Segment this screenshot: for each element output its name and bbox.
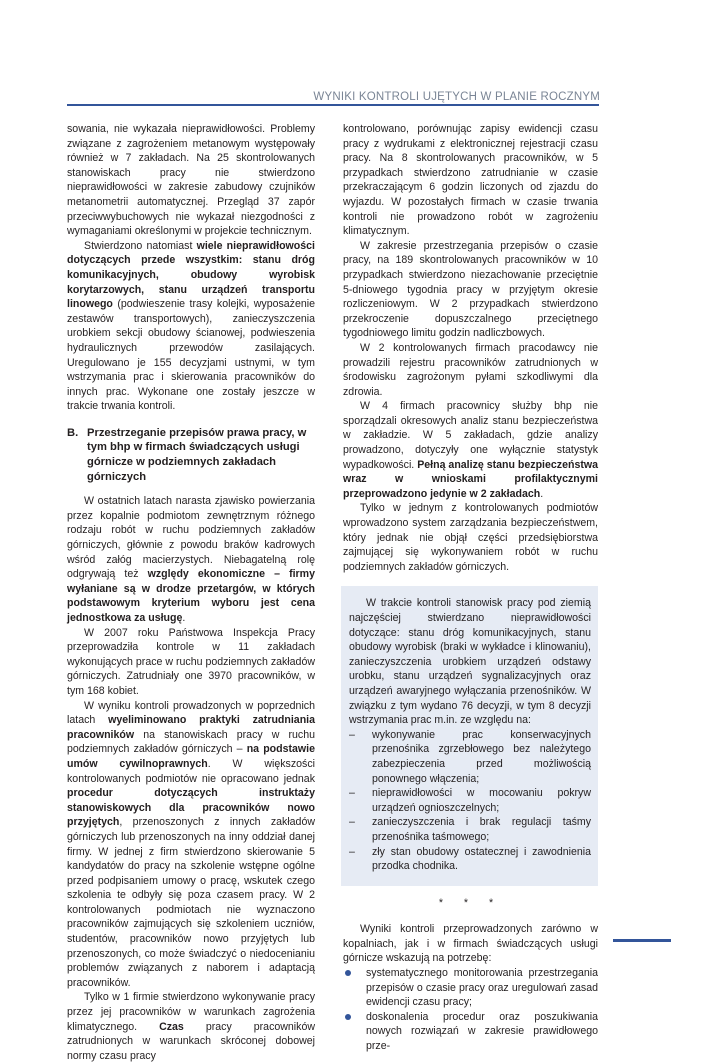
paragraph: W 2007 roku Państwowa Inspekcja Pracy przeprowadziła kontrole w 11 zakładach wykonujących prace w ruchu podziemnych zakładów górniczych. Zatrudniały one 3970 pracowników, w tym 168 kobiet. xyxy=(67,626,315,697)
text: W 4 firmach pracownicy służby bhp nie sporządzali okresowych analiz stanu bezpieczeństwa w zakładzie. W 5 zakładach, gdzie analizy prowadzono, dotyczyły one wyłącznie statystyk wypadkowości. xyxy=(343,400,598,471)
paragraph xyxy=(67,239,315,414)
section-heading xyxy=(67,426,315,484)
text: na stanowiskach pracy w ruchu podziemnych zakładów górniczych – xyxy=(67,728,315,756)
text: . xyxy=(182,612,186,624)
text: . xyxy=(540,487,544,500)
list-item: – nieprawidłowości w mocowaniu pokryw urządzeń ognioszczelnych; xyxy=(349,786,591,815)
paragraph: W 2 kontrolowanych firmach pracodawcy nie prowadzili rejestru pracowników zatrudnionych w środowisku zagrożonym pyłami szkodliwymi dla zdrowia. xyxy=(343,341,598,398)
paragraph xyxy=(67,699,315,991)
running-header: WYNIKI KONTROLI UJĘTYCH W PLANIE ROCZNYM xyxy=(313,91,600,103)
text: pracy pracowników zatrudnionych w warunkach skróconej dobowej normy czasu pracy xyxy=(67,1020,316,1062)
emphasis: wiele nieprawidłowości dotyczących przede wszystkim: stanu dróg komunikacyjnych, obudowy wyrobisk korytarzowych, stanu urządzeń transportu linowego xyxy=(67,239,315,311)
header-rule xyxy=(67,104,599,106)
emphasis: procedur dotyczących instruktaży stanowiskowych dla pracowników nowo przyjętych xyxy=(67,787,315,829)
section-separator: * * * xyxy=(438,896,503,909)
text: (podwieszenie trasy kolejki, wyposażenie zestawów transportowych), zanieczyszczenia urobkiem sekcji obudowy ścianowej, podwieszenia hydraulicznych przewodów zasilających. Uregulowano je 155 decyzjami ustnymi, w tym wstrzymania prac i skierowania pracowników do innych prac. Wykonane one zostały jeszcze w trakcie trwania kontroli. xyxy=(67,298,315,413)
footer-rule xyxy=(613,939,671,942)
right-column xyxy=(343,122,598,1054)
emphasis: wyeliminowano praktyki zatrudniania pracowników xyxy=(67,714,315,741)
list-item: – zły stan obudowy ostatecznej i zawodnienia przodka chodnika. xyxy=(349,845,591,874)
list-item: – zanieczyszczenia i brak regulacji taśmy przenośnika taśmowego; xyxy=(349,815,591,844)
section-title: Przestrzeganie przepisów prawa pracy, w tym bhp w firmach świadczących usługi górnicze w podziemnych zakładach górniczych xyxy=(87,426,307,483)
list-item: – wykonywanie prac konserwacyjnych przenośnika zgrzebłowego bez należytego zabezpieczenia przed możliwością ponownego włączenia; xyxy=(349,728,591,786)
bullet-list xyxy=(343,966,598,1054)
paragraph: Tylko w jednym z kontrolowanych podmiotów wprowadzono system zarządzania bezpieczeństwem, który jednak nie objął części przedsiębiorstwa zajmującej się wykonywaniem robót w ruchu podziemnych zakładów górniczych. xyxy=(343,502,598,573)
section-letter: B. xyxy=(67,426,79,439)
paragraph: kontrolowano, porównując zapisy ewidencji czasu pracy z wydrukami z elektronicznej rejestracji czasu pracy. Na 8 skontrolowanych pracowników, w 5 przypadkach stwierdzono zatrudnianie w czasie przekraczającym 6 godzin liczonych od zjazdu do wyjazdu. W pozostałych firmach w czasie trwania kontroli nie prowadzono robót w zagrożeniu klimatycznym. xyxy=(343,123,598,238)
text: Stwierdzono natomiast xyxy=(84,239,197,252)
emphasis: względy ekonomiczne – firmy wyłaniane są w drodze przetargów, w których podstawowym kryterium wyboru jest cena jednostkowa za usługę xyxy=(67,568,315,624)
paragraph xyxy=(343,399,598,501)
left-column xyxy=(67,122,315,1063)
text: Tylko w 1 firmie stwierdzono wykonywanie pracy przez jej pracowników w warunkach zagrożenia klimatycznego. xyxy=(67,991,315,1033)
emphasis: na podstawie umów cywilnoprawnych xyxy=(67,743,315,770)
paragraph xyxy=(67,494,315,625)
paragraph: sowania, nie wykazała nieprawidłowości. Problemy związane z zagrożeniem metanowym występowały również w 7 zakładach. Na 25 skontrolowanych stanowiskach pracy nie stwierdzono nieprawidłowości w zakresie zabudowy czujników metanometrii automatycznej. Przegląd 37 zapór przeciwwybuchowych nie wykazał niezgodności z wymaganiami określonymi w projekcie technicznym. xyxy=(67,123,315,238)
list-item: systematycznego monitorowania przestrzegania przepisów o czasie pracy oraz uregulowań zasad ewidencji czasu pracy; xyxy=(343,966,598,1010)
text: . W większości kontrolowanych podmiotów nie opracowano jednak xyxy=(67,757,315,785)
list-item: doskonalenia procedur oraz poszukiwania nowych rozwiązań w zakresie prawidłowego prze- xyxy=(343,1010,598,1054)
paragraph xyxy=(67,990,315,1063)
emphasis: Pełną analizę stanu bezpieczeństwa wraz w wnioskami profilaktycznymi przeprowadzono jedynie w 2 zakładach xyxy=(343,458,598,500)
emphasis: Czas xyxy=(159,1020,184,1033)
text: W wyniku kontroli prowadzonych w poprzednich latach xyxy=(67,699,315,727)
dash-list xyxy=(349,728,591,874)
text: , przenoszonych z innych zakładów górniczych lub przenoszonych na inny oddział danej firmy. W jednej z firm stwierdzono skierowanie 5 kandydatów do pracy na szkolenie wstępne ogólne przed podpisaniem umowy o pracę, wskutek czego szkolenia te odbyły się poza czasem pracy. W 2 kontrolowanych podmiotach nie wyznaczono pracowników zajmujących się szkoleniem uczniów, studentów, pracowników nowo przyjętych lub przenoszonych, co może świadczyć o niedocenianiu problemów związanych z naborem i adaptacją pracowników. xyxy=(67,816,315,989)
box-intro: W trakcie kontroli stanowisk pracy pod ziemią najczęściej stwierdzano nieprawidłowości dotyczące: stanu dróg komunikacyjnych, stanu obudowy wyrobisk (braki w wykładce i klinowaniu), zanieczyszczenia urobkiem urządzeń odstawy urobku, stanu urządzeń sygnalizacyjnych oraz urządzeń awaryjnego wyłączania przenośników. W związku z tym wydano 76 decyzji, w tym 8 decyzji wstrzymania prac m.in. ze względu na: xyxy=(349,597,591,727)
highlight-box xyxy=(341,586,598,885)
paragraph: Wyniki kontroli przeprowadzonych zarówno w kopalniach, jak i w firmach świadczących usługi górnicze wskazują na potrzebę: xyxy=(343,923,598,965)
text: W ostatnich latach narasta zjawisko powierzania przez kopalnie podmiotom zewnętrznym różnego rodzaju robót w ruchu podziemnych zakładów górniczych, głównie z powodu braków kadrowych wśród załóg macierzystych. Niebagatelną rolę odgrywają też xyxy=(67,495,315,581)
paragraph: W zakresie przestrzegania przepisów o czasie pracy, na 189 skontrolowanych pracowników w 10 przypadkach stwierdzono niezachowanie przeciętnie 5-dniowego tygodnia pracy w przyjętym okresie rozliczeniowym. W 2 przypadkach stwierdzono przekroczenie dopuszczalnego przeciętnego tygodniowego limitu godzin nadliczbowych. xyxy=(343,239,598,340)
